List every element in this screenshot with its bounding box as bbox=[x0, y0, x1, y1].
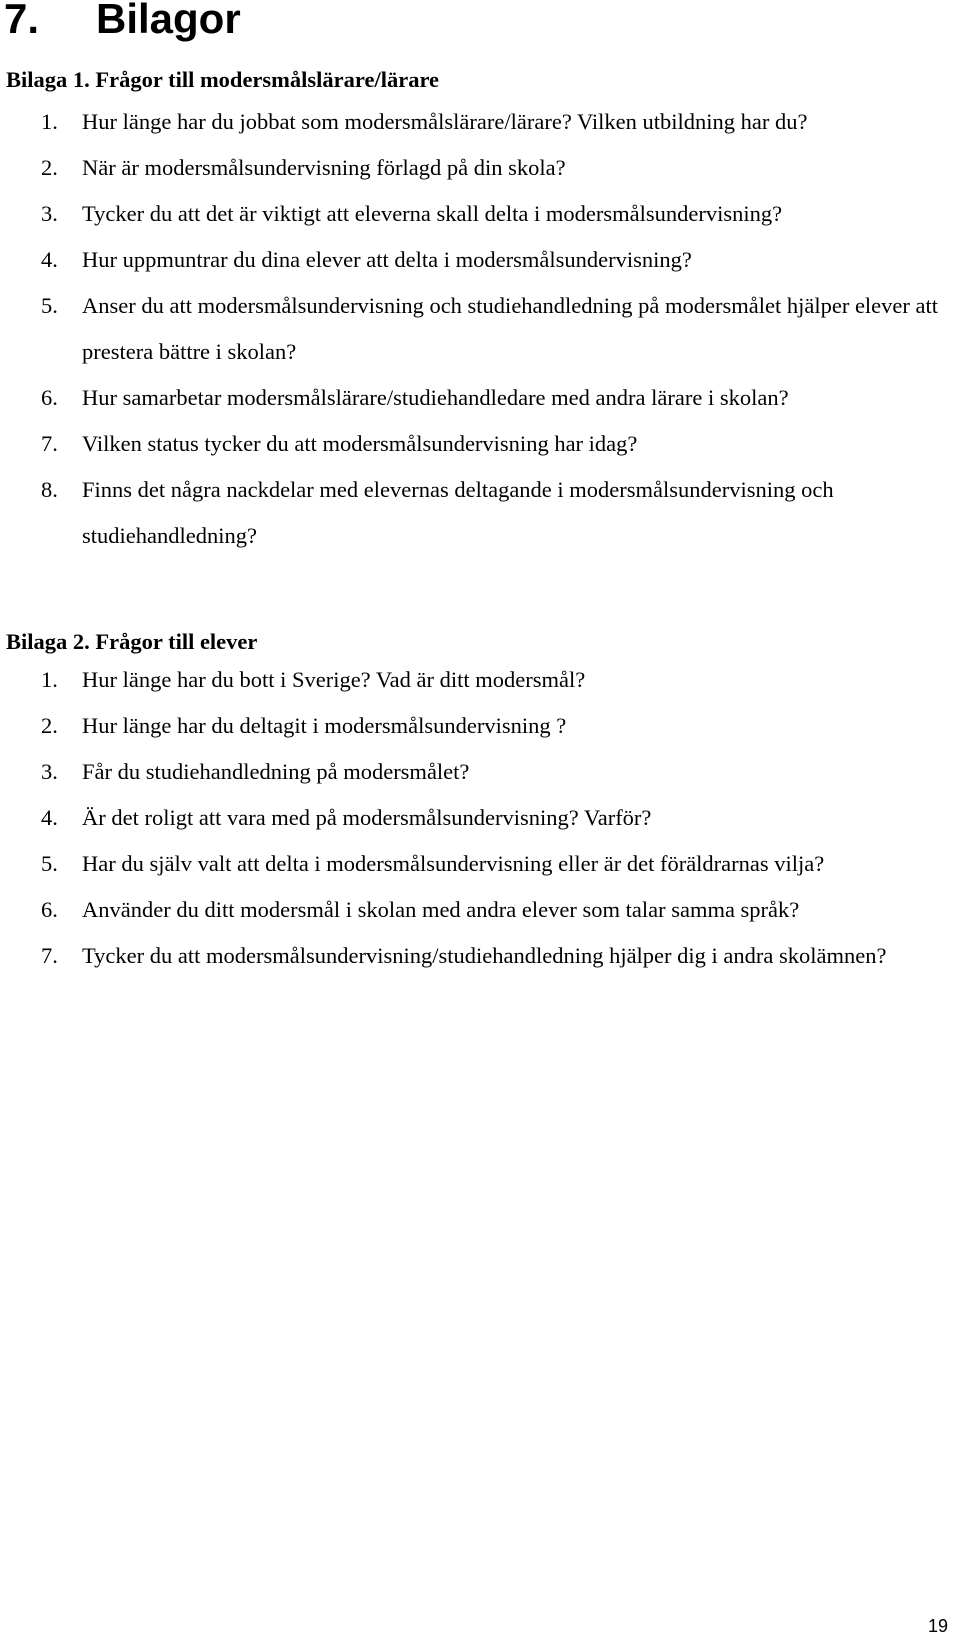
question-item bbox=[6, 283, 942, 375]
question-number: 3. bbox=[41, 201, 58, 226]
question-number: 7. bbox=[41, 431, 58, 456]
question-item bbox=[6, 145, 942, 191]
question-number: 4. bbox=[41, 805, 58, 830]
question-item bbox=[6, 933, 942, 979]
question-text: Har du själv valt att delta i modersmålsundervisning eller är det föräldrarnas vilja? bbox=[82, 851, 825, 876]
chapter-number: 7. bbox=[4, 0, 40, 42]
question-number: 3. bbox=[41, 759, 58, 784]
chapter-title-text: Bilagor bbox=[96, 0, 241, 42]
question-number: 2. bbox=[41, 155, 58, 180]
question-number: 1. bbox=[41, 109, 58, 134]
question-item bbox=[6, 99, 942, 145]
question-text: Finns det några nackdelar med elevernas deltagande i modersmålsundervisning och studiehandledning? bbox=[82, 477, 834, 548]
appendix-1-heading: Bilaga 1. Frågor till modersmålslärare/lärare bbox=[6, 67, 440, 92]
question-item bbox=[6, 467, 942, 559]
appendix-2-question-list bbox=[6, 657, 942, 979]
question-text: Tycker du att modersmålsundervisning/studiehandledning hjälper dig i andra skolämnen? bbox=[82, 943, 887, 968]
question-text: Tycker du att det är viktigt att eleverna skall delta i modersmålsundervisning? bbox=[82, 201, 783, 226]
question-item bbox=[6, 795, 942, 841]
question-text: Hur samarbetar modersmålslärare/studiehandledare med andra lärare i skolan? bbox=[82, 385, 789, 410]
question-item bbox=[6, 749, 942, 795]
question-number: 5. bbox=[41, 851, 58, 876]
question-number: 6. bbox=[41, 897, 58, 922]
question-item bbox=[6, 657, 942, 703]
page-number: 19 bbox=[927, 1616, 948, 1636]
question-text: Hur länge har du deltagit i modersmålsundervisning ? bbox=[82, 713, 567, 738]
question-text: Anser du att modersmålsundervisning och studiehandledning på modersmålet hjälper elever att prestera bättre i skolan? bbox=[82, 293, 939, 364]
appendix-2-heading: Bilaga 2. Frågor till elever bbox=[6, 629, 258, 654]
question-text: Hur uppmuntrar du dina elever att delta i modersmålsundervisning? bbox=[82, 247, 692, 272]
question-text: Hur länge har du bott i Sverige? Vad är ditt modersmål? bbox=[82, 667, 586, 692]
question-item bbox=[6, 887, 942, 933]
question-text: Vilken status tycker du att modersmålsundervisning har idag? bbox=[82, 431, 638, 456]
appendix-1-section bbox=[6, 67, 942, 559]
question-item bbox=[6, 237, 942, 283]
question-number: 4. bbox=[41, 247, 58, 272]
question-item bbox=[6, 375, 942, 421]
question-item bbox=[6, 191, 942, 237]
question-item bbox=[6, 841, 942, 887]
question-number: 2. bbox=[41, 713, 58, 738]
question-text: Hur länge har du jobbat som modersmålslärare/lärare? Vilken utbildning har du? bbox=[82, 109, 808, 134]
question-text: Är det roligt att vara med på modersmålsundervisning? Varför? bbox=[82, 805, 652, 830]
question-text: När är modersmålsundervisning förlagd på din skola? bbox=[82, 155, 566, 180]
question-number: 5. bbox=[41, 293, 58, 318]
question-item bbox=[6, 421, 942, 467]
question-text: Får du studiehandledning på modersmålet? bbox=[82, 759, 470, 784]
question-number: 8. bbox=[41, 477, 58, 502]
question-number: 1. bbox=[41, 667, 58, 692]
question-number: 7. bbox=[41, 943, 58, 968]
question-number: 6. bbox=[41, 385, 58, 410]
question-item bbox=[6, 703, 942, 749]
question-text: Använder du ditt modersmål i skolan med andra elever som talar samma språk? bbox=[82, 897, 800, 922]
appendix-2-section bbox=[6, 629, 942, 979]
appendix-1-question-list bbox=[6, 99, 942, 559]
chapter-title bbox=[4, 0, 241, 46]
